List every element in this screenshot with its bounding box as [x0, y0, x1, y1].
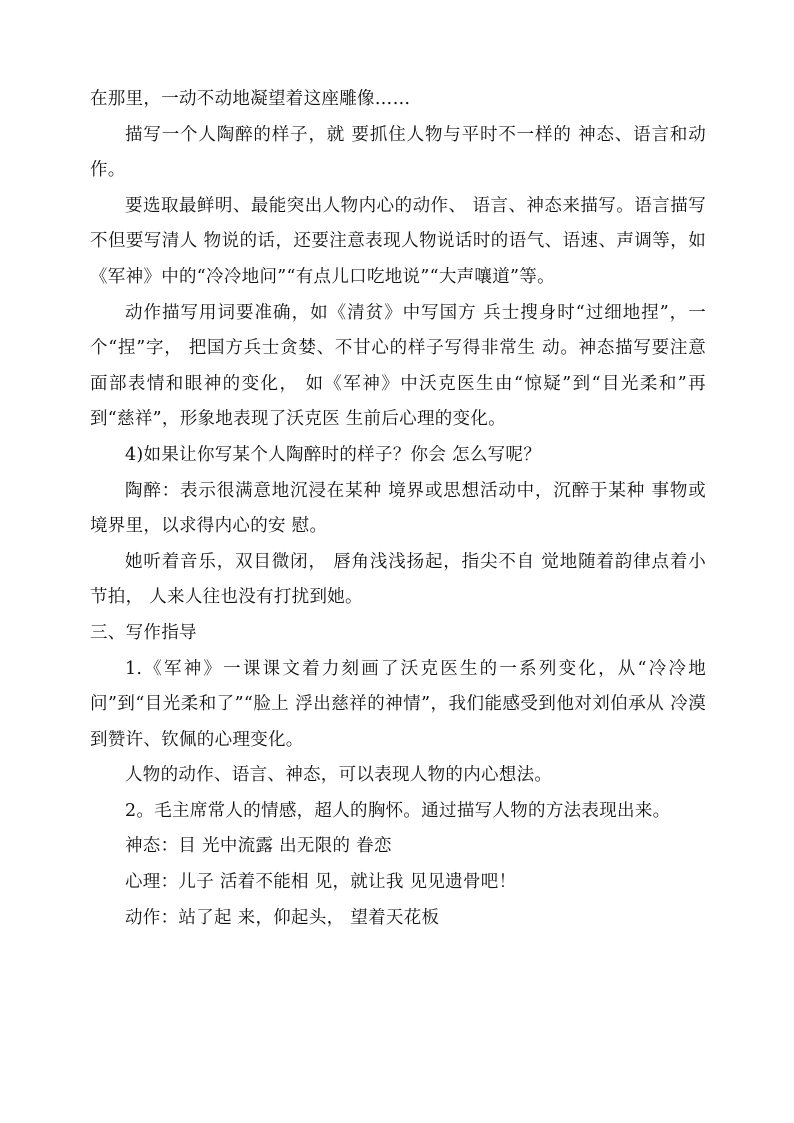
paragraph-psychology: 心理：儿子 活着不能相 见，就让我 见见遗骨吧！ [125, 872, 517, 893]
paragraph-expression: 神态：目 光中流露 出无限的 眷恋 [125, 836, 392, 857]
paragraph-guide-1: 1.《军神》一课课文着力刻画了沃克医生的一系列变化，从“冷冷地问”到“目光柔和了”“脸上 浮出慈祥的神情”，我们能感受到他对刘伯承从 冷漠到赞许、钦佩的心理变化。 [90, 658, 706, 750]
paragraph-action-description: 动作描写用词要准确，如《清贫》中写国方 兵士搜身时“过细地捏”，一个“捏”字， 把国方兵士贪婪、不甘心的样子写得非常生 动。神态描写要注意面部表情和眼神的变化， 如《军神》中沃克医生由“惊疑”到“目光柔和”再到“慈祥”，形象地表现了沃克医 生前后心理的变化。 [90, 302, 706, 430]
paragraph-question-4: 4)如果让你写某个人陶醉时的样子？你会 怎么写呢？ [125, 444, 542, 465]
paragraph-describe-intoxication: 描写一个人陶醉的样子，就 要抓住人物与平时不一样的 神态、语言和动作。 [90, 124, 706, 181]
paragraph-definition-taozui: 陶醉：表示很满意地沉浸在某种 境界或思想活动中，沉醉于某种 事物或境界里，以求得内心的安 慰。 [90, 480, 706, 537]
paragraph-language-description: 要选取最鲜明、最能突出人物内心的动作、 语言、神态来描写。语言描写不但要写清人 物说的话，还要注意表现人物说话时的语气、语速、声调等，如《军神》中的“冷冷地问”“有点儿口吃地说”“大声嚷道”等。 [90, 195, 706, 287]
section-heading-writing-guide: 三、写作指导 [90, 622, 197, 643]
document-body [90, 82, 706, 936]
paragraph-action: 动作：站了起 来，仰起头， 望着天花板 [125, 907, 440, 928]
paragraph-intro-line: 在那里，一动不动地凝望着这座雕像…… [90, 89, 411, 109]
paragraph-guide-2: 2。毛主席常人的情感，超人的胸怀。通过描写人物的方法表现出来。 [125, 800, 671, 821]
paragraph-music-example: 她听着音乐，双目微闭， 唇角浅浅扬起，指尖不自 觉地随着韵律点着小节拍， 人来人往也没有打扰到她。 [90, 551, 706, 608]
paragraph-inner-thoughts: 人物的动作、语言、神态，可以表现人物的内心想法。 [125, 765, 553, 786]
